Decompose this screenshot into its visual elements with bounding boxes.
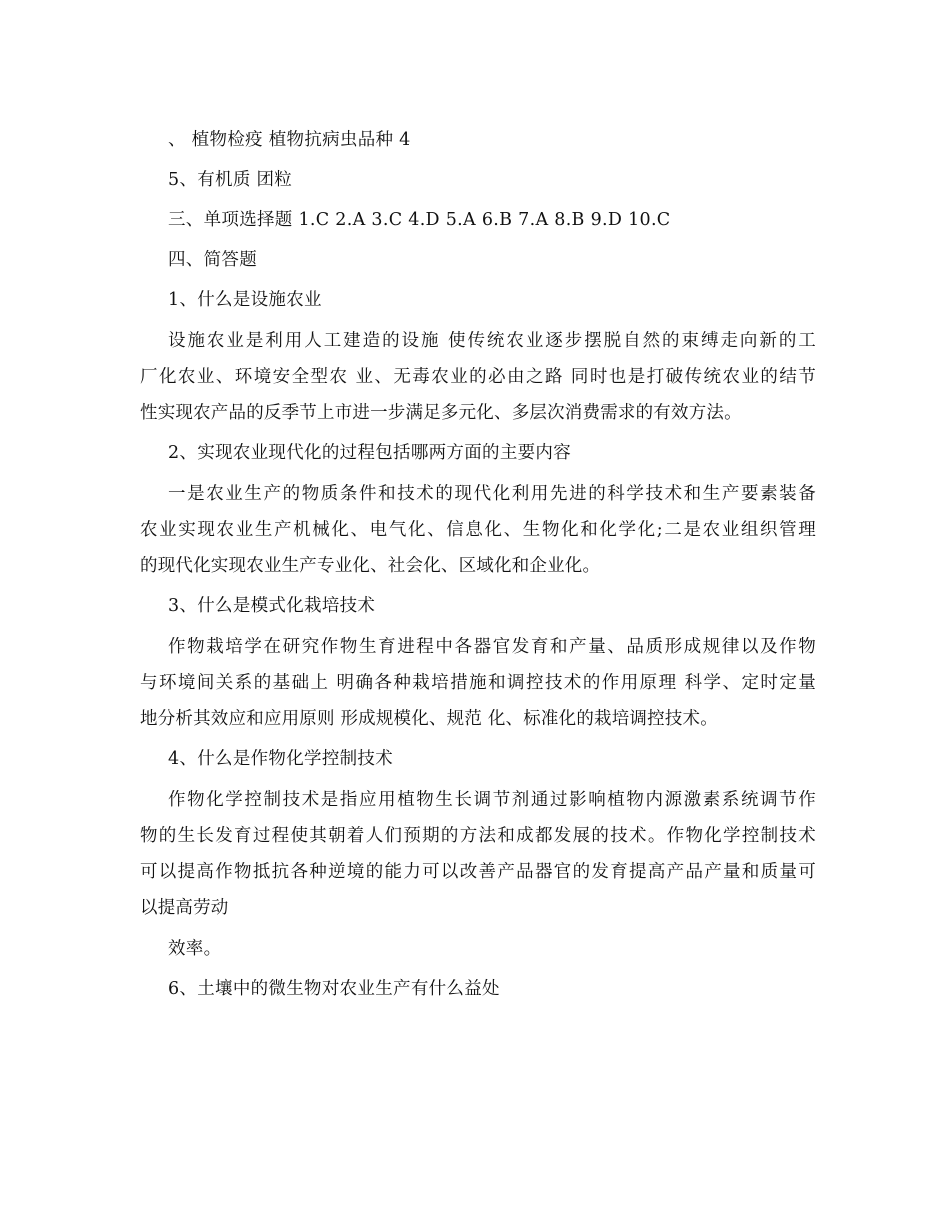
answer-row: 厂化农业、环境安全型农 业、无毒农业的必由之路 同时也是打破传统农业的结节	[140, 367, 816, 387]
answer-line-plant-quarantine: 、 植物检疫 植物抗病虫品种 4	[168, 130, 411, 150]
question-3-answer	[140, 629, 816, 737]
question-4-heading: 4、什么是作物化学控制技术	[168, 749, 394, 769]
answer-row: 可以提高作物抵抗各种逆境的能力可以改善产品器官的发育提高产品产量和质量可	[140, 862, 816, 882]
answer-row: 一是农业生产的物质条件和技术的现代化利用先进的科学技术和生产要素装备	[168, 484, 816, 504]
document-body	[140, 122, 816, 1007]
answer-row: 物的生长发育过程使其朝着人们预期的方法和成都发展的技术。作物化学控制技术	[140, 826, 816, 846]
question-1-heading: 1、什么是设施农业	[168, 290, 322, 310]
question-6-heading: 6、土壤中的微生物对农业生产有什么益处	[168, 979, 500, 999]
answer-line-organic-matter: 5、有机质 团粒	[168, 170, 293, 190]
answer-row: 作物化学控制技术是指应用植物生长调节剂通过影响植物内源激素系统调节作	[168, 790, 816, 810]
question-1-answer	[140, 323, 816, 431]
question-3-heading: 3、什么是模式化栽培技术	[168, 596, 376, 616]
section-heading-short-answer: 四、简答题	[168, 250, 257, 270]
question-4-answer	[140, 782, 816, 926]
question-2-heading: 2、实现农业现代化的过程包括哪两方面的主要内容	[168, 443, 572, 463]
answer-row: 作物栽培学在研究作物生育进程中各器官发育和产量、品质形成规律以及作物	[168, 637, 816, 657]
section-heading-single-choice: 三、单项选择题 1.C 2.A 3.C 4.D 5.A 6.B 7.A 8.B 9.D 10.C	[168, 210, 671, 230]
answer-row: 地分析其效应和应用原则 形成规模化、规范 化、标准化的栽培调控技术。	[140, 709, 718, 729]
answer-row: 以提高劳动	[140, 898, 229, 918]
answer-row: 设施农业是利用人工建造的设施 使传统农业逐步摆脱自然的束缚走向新的工	[168, 331, 816, 351]
answer-row: 的现代化实现农业生产专业化、社会化、区域化和企业化。	[140, 556, 601, 576]
answer-row: 农业实现农业生产机械化、电气化、信息化、生物化和化学化;二是农业组织管理	[140, 520, 816, 540]
answer-row: 性实现农产品的反季节上市进一步满足多元化、多层次消费需求的有效方法。	[140, 403, 742, 423]
question-4-answer-tail: 效率。	[168, 939, 222, 959]
question-2-answer	[140, 476, 816, 584]
answer-row: 与环境间关系的基础上 明确各种栽培措施和调控技术的作用原理 科学、定时定量	[140, 673, 816, 693]
